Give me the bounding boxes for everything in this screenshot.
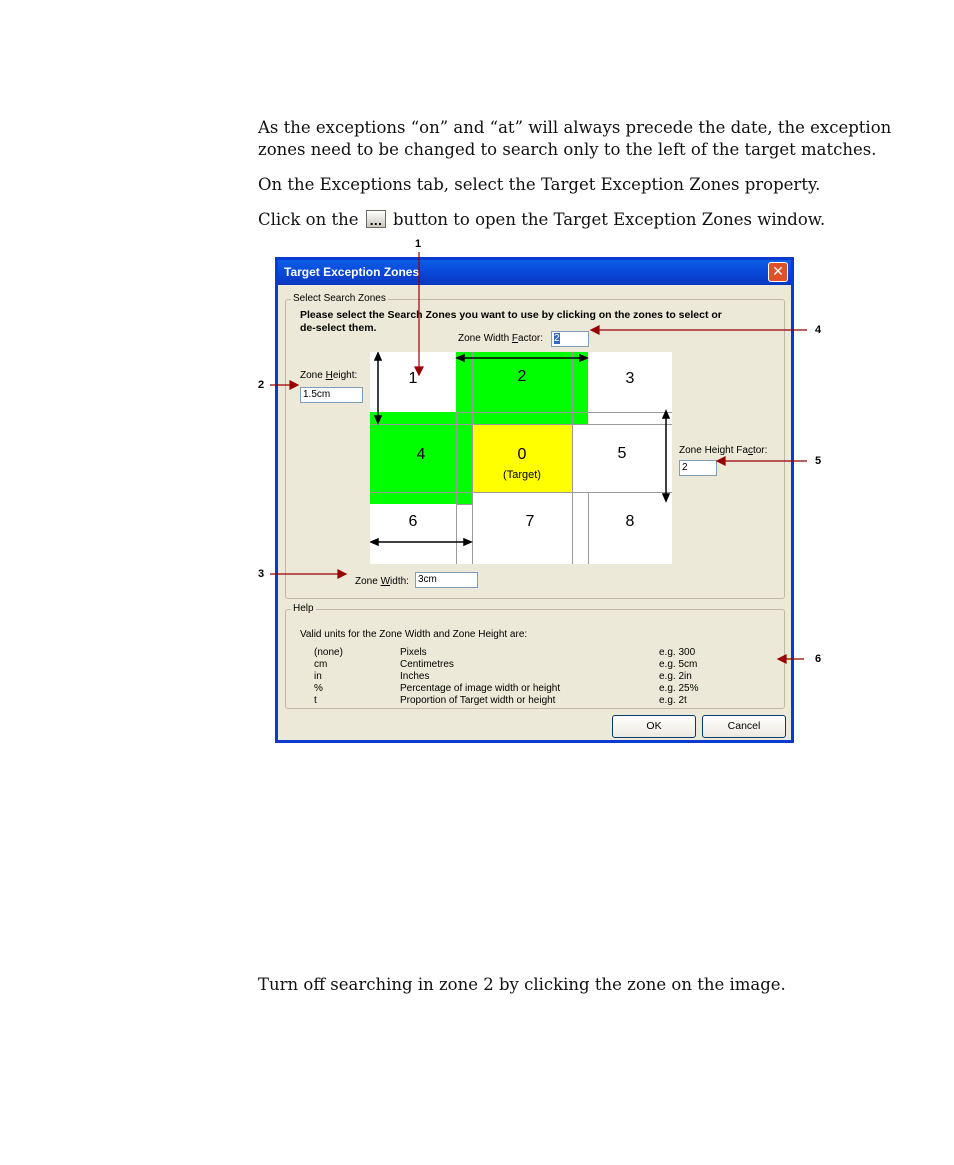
zone-0-sublabel: (Target) — [503, 469, 541, 481]
help-row-example: e.g. 2in — [659, 671, 692, 682]
callout-3: 3 — [258, 568, 265, 580]
help-row-example: e.g. 300 — [659, 647, 696, 658]
ok-button[interactable]: OK — [612, 715, 696, 738]
help-row-desc: Inches — [400, 671, 430, 682]
help-row-unit: % — [314, 683, 323, 694]
callout-5: 5 — [815, 455, 822, 467]
help-row-unit: (none) — [314, 647, 343, 658]
paragraph-intro-line2: zones need to be changed to search only to the left of the target matches. — [258, 140, 877, 159]
zwf-label-pre: Zone Width — [458, 333, 512, 344]
zone-8-label: 8 — [625, 513, 635, 530]
paragraph-exceptions-tab: On the Exceptions tab, select the Target Exception Zones property. — [258, 175, 821, 194]
zhf-value: 2 — [682, 462, 688, 473]
help-row-desc: Percentage of image width or height — [400, 683, 561, 694]
callout-4: 4 — [815, 324, 822, 336]
zwf-label-post: actor: — [518, 333, 544, 344]
help-row-unit: cm — [314, 659, 328, 670]
help-row-example: e.g. 5cm — [659, 659, 698, 670]
zone-6-label: 6 — [408, 513, 418, 530]
close-icon: ✕ — [772, 264, 784, 280]
zh-value: 1.5cm — [303, 389, 331, 400]
zw-label-post: idth: — [390, 576, 409, 587]
zone-5-label: 5 — [617, 445, 627, 462]
zhf-label-pre: Zone Height Fa — [679, 445, 748, 456]
help-intro: Valid units for the Zone Width and Zone Height are: — [300, 629, 528, 640]
paragraph-intro-line1: As the exceptions “on” and “at” will always precede the date, the exception — [258, 118, 892, 137]
dialog-title: Target Exception Zones — [284, 265, 420, 279]
paragraph-click-before: Click on the — [258, 210, 359, 229]
paragraph-click-after: button to open the Target Exception Zones window. — [393, 210, 826, 229]
zone-2-label: 2 — [517, 368, 527, 385]
help-row-desc: Pixels — [400, 647, 427, 658]
zone-1-label: 1 — [408, 370, 418, 387]
help-legend: Help — [293, 603, 314, 614]
help-row-desc: Proportion of Target width or height — [400, 695, 556, 706]
instruction-line2: de-select them. — [300, 322, 377, 334]
paragraph-turn-off-zone: Turn off searching in zone 2 by clicking the zone on the image. — [258, 975, 786, 994]
cancel-button[interactable]: Cancel — [702, 715, 786, 738]
zone-0-label: 0 — [517, 446, 527, 463]
help-row-example: e.g. 2t — [659, 695, 687, 706]
instruction-line1: Please select the Search Zones you want to use by clicking on the zones to select or — [300, 309, 722, 321]
zone-4-label: 4 — [416, 446, 426, 463]
zw-label-key: W — [380, 576, 391, 587]
select-search-zones-legend: Select Search Zones — [293, 293, 386, 304]
zwf-value: 2 — [554, 333, 560, 344]
callout-2: 2 — [258, 379, 265, 391]
zhf-label-post: tor: — [752, 445, 768, 456]
zw-value: 3cm — [418, 574, 437, 585]
zh-label-pre: Zone — [300, 370, 326, 381]
zwf-label-key: F — [511, 333, 519, 344]
ellipsis-glyph: ... — [369, 215, 383, 228]
help-row-example: e.g. 25% — [659, 683, 699, 694]
zhf-label-key: c — [747, 445, 753, 456]
zone-3-label: 3 — [625, 370, 635, 387]
help-row-desc: Centimetres — [400, 659, 454, 670]
callout-6: 6 — [815, 653, 822, 665]
zw-label-pre: Zone — [355, 576, 381, 587]
help-row-unit: in — [314, 671, 322, 682]
zh-label-post: eight: — [332, 370, 358, 381]
zh-label-key: H — [325, 370, 333, 381]
callout-1: 1 — [415, 238, 422, 250]
zone-7-label: 7 — [525, 513, 535, 530]
help-row-unit: t — [314, 695, 317, 706]
